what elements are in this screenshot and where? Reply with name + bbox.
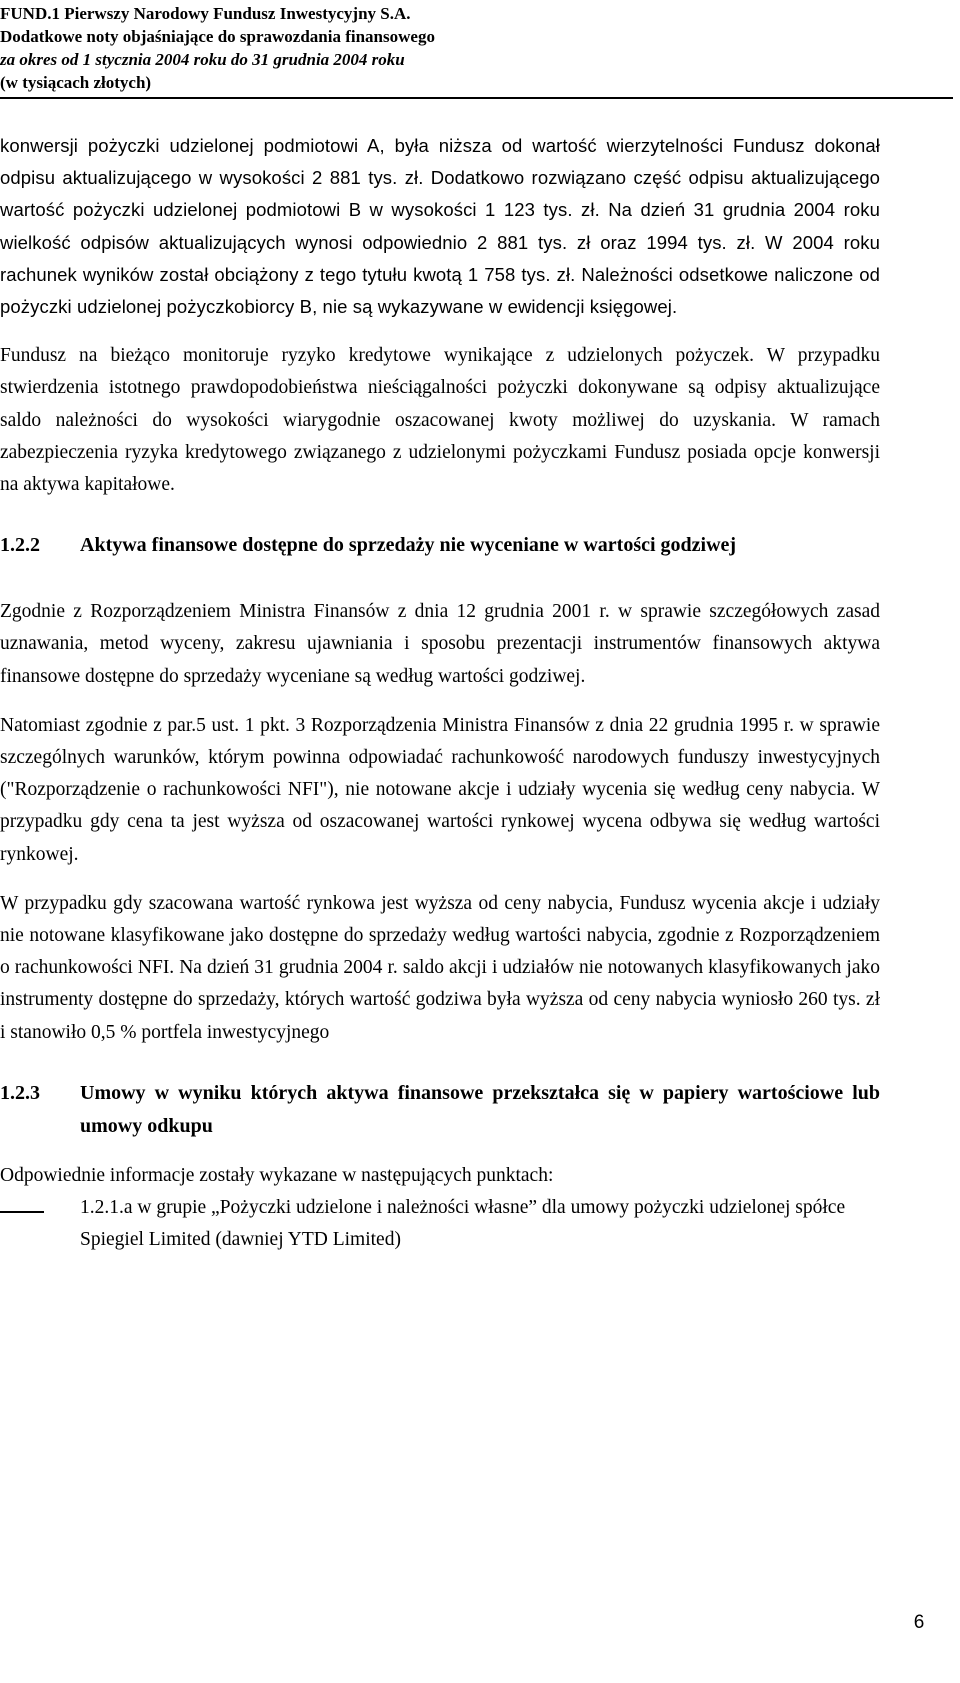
header-company: FUND.1 Pierwszy Narodowy Fundusz Inwestycyjny S.A. xyxy=(0,4,411,23)
list-item xyxy=(0,1192,880,1256)
header-period: za okres od 1 stycznia 2004 roku do 31 grudnia 2004 roku xyxy=(0,50,405,69)
paragraph-market-value: W przypadku gdy szacowana wartość rynkowa jest wyższa od ceny nabycia, Fundusz wycenia akcje i udziały nie notowane klasyfikowane jako dostępne do sprzedaży według wartości nabycia, zgodnie z Rozporządzeniem o rachunkowości NFI. Na dzień 31 grudnia 2004 r. saldo akcji i udziałów nie notowanych klasyfikowanych jako instrumenty dostępne do sprzedaży, których wartość godziwa była wyższa od ceny nabycia wyniosło 260 tys. zł i stanowiło 0,5 % portfela inwestycyjnego xyxy=(0,892,880,1043)
header-notes-title: Dodatkowe noty objaśniające do sprawozdania finansowego xyxy=(0,27,435,46)
section-title: Aktywa finansowe dostępne do sprzedaży nie wyceniane w wartości godziwej xyxy=(80,534,737,557)
dash-bullet-icon xyxy=(0,1192,80,1256)
list-item-text: 1.2.1.a w grupie „Pożyczki udzielone i należności własne” dla umowy pożyczki udzielonej spółce Spiegiel Limited (dawniej YTD Limited) xyxy=(80,1197,846,1251)
paragraph-regulation-2001: Zgodnie z Rozporządzeniem Ministra Finansów z dnia 12 grudnia 2001 r. w sprawie szczegółowych zasad uznawania, metod wyceny, zakresu ujawniania i sposobu prezentacji instrumentów finansowych aktywa finansowe dostępne do sprzedaży wyceniane są według wartości godziwej. xyxy=(0,601,880,687)
page-number: 6 xyxy=(913,1612,925,1633)
paragraph-write-downs: konwersji pożyczki udzielonej podmiotowi A, była niższa od wartość wierzytelności Fundusz dokonał odpisu aktualizującego w wysokości 2 881 tys. zł. Dodatkowo rozwiązano część odpisu aktualizującego wartość pożyczki udzielonej podmiotowi B w wysokości 1 123 tys. zł. Na dzień 31 grudnia 2004 roku wielkość odpisów aktualizujących wynosi odpowiednio 2 881 tys. zł oraz 1994 tys. zł. W 2004 roku rachunek wyników został obciążony z tego tytułu kwotą 1 758 tys. zł. Należności odsetkowe naliczone od pożyczki udzielonej pożyczkobiorcy B, nie są wykazywane w ewidencji księgowej. xyxy=(0,135,880,318)
document-header xyxy=(0,0,953,99)
section-heading-1-2-3 xyxy=(0,1077,880,1143)
paragraph-regulation-1995: Natomiast zgodnie z par.5 ust. 1 pkt. 3 Rozporządzenia Ministra Finansów z dnia 22 grudnia 1995 r. w sprawie szczególnych warunków, którym powinna odpowiadać rachunkowość narodowych funduszy inwestycyjnych ("Rozporządzenie o rachunkowości NFI"), nie notowane akcje i udziały wycenia się według ceny nabycia. W przypadku gdy cena ta jest wyższa od oszacowanej wartości rynkowej wycena odbywa się według wartości rynkowej. xyxy=(0,714,880,865)
header-unit: (w tysiącach złotych) xyxy=(0,73,152,92)
section-heading-1-2-2 xyxy=(0,529,880,562)
paragraph-references: Odpowiednie informacje zostały wykazane w następujących punktach: xyxy=(0,1164,554,1186)
section-number: 1.2.3 xyxy=(0,1081,40,1104)
page-body xyxy=(0,130,880,1256)
paragraph-credit-risk: Fundusz na bieżąco monitoruje ryzyko kredytowe wynikające z udzielonych pożyczek. W przypadku stwierdzenia istotnego prawdopodobieństwa nieściągalności pożyczki dokonywane są odpisy aktualizujące saldo należności do wysokości wiarygodnie oszacowanej kwoty możliwej do uzyskania. W ramach zabezpieczenia ryzyka kredytowego związanego z udzielonymi pożyczkami Fundusz posiada opcje konwersji na aktywa kapitałowe. xyxy=(0,345,880,496)
section-title: Umowy w wyniku których aktywa finansowe przekształca się w papiery wartościowe lub umowy odkupu xyxy=(80,1081,880,1137)
section-number: 1.2.2 xyxy=(0,534,40,557)
